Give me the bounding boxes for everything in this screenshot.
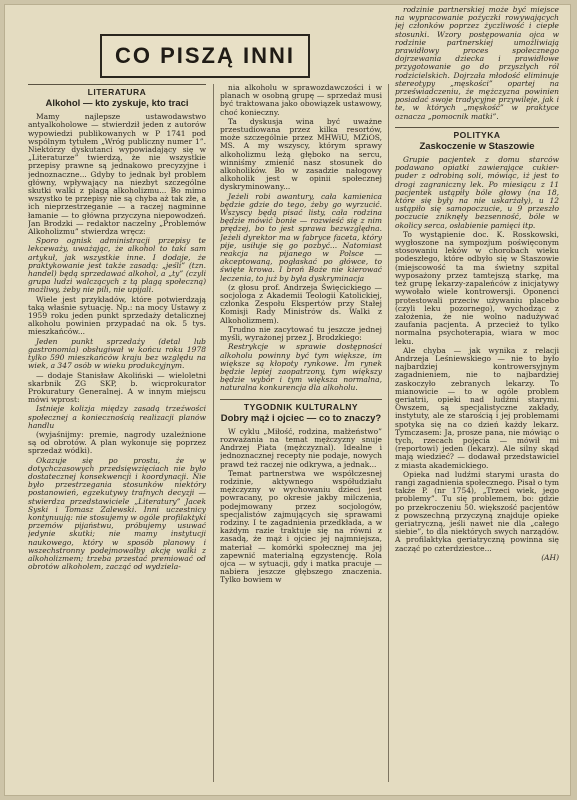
quote-paragraph: Okazuje się po prostu, że w dotychczasowych przedsięwzięciach nie było dostatecznej konsekwencji i koordynacji. Nie było przestrzegania stosunków niektóry postanowień, egzekutywy trafnych decyzji — stwierdza przedstawiciele „Literatury” Jacek Syski i Tomasz Zalewski. Inni uczestnicy kontynuują: nie stosujemy w ogóle profilaktyki przemów pijaństwu, próbujemy usuwać jedynie skutki; nie mamy instytucji naukowego, który w sposób planowy i wszechstronny podejmowałby akcję walki z alkoholizmem; trzeba przestać premiować od obrotów alkoholem, zacząć od wydziela- <box>28 455 206 572</box>
masthead-title: CO PISZĄ INNI <box>114 43 295 68</box>
paragraph: (wyjaśnijmy: premie, nagrody uzależnione są od obrotów. A plan wykonuje się poprzez sprzedaż wódki). <box>28 429 206 456</box>
quote-paragraph: Istnieje kolizja między zasadą trzeźwości społecznej a koniecznością realizacji planów handlu <box>28 404 206 430</box>
paragraph: (z głosu prof. Andrzeja Święcickiego — socjologa z Akademii Teologii Katolickiej, członka Zespołu Ekspertów przy Stałej Komisji Rady Ministrów ds. Walki z Alkoholizmem). <box>220 282 382 325</box>
author-signature: (AH) <box>541 552 559 562</box>
column-divider <box>388 84 389 782</box>
quote-paragraph: Jeden punkt sprzedaży (detal lub gastronomia) obsługiwał w końcu roku 1978 tylko 590 mieszkańców kraju bez względu na wiek, a 347 osób w wieku produkcyjnym. <box>28 336 206 371</box>
quote-paragraph: rodzinie partnerskiej może być miejsce na wypracowanie pożyczki rowywających jej członków poprzez życzliwość i ciepłe stosunki. Wzory postępowania ojca w rodzinie partnerskiej umożliwiają prawidłowy proces społecznego dojrzewania dziecka i prawidłowe przygotowanie go do przyszłych ról rodzicielskich. Dojrzała młodość eliminuje stereotypy „męskości” opartej na przeświadczeniu, że mężczyzna powinien posiadać swoje tradycyjne przywileje, jak i te, w których „męskość” w praktyce oznacza „pomocnik matki”. <box>395 6 559 121</box>
column-divider <box>213 84 214 782</box>
section-rule <box>220 399 382 400</box>
section-rule <box>28 84 206 85</box>
paragraph: Mamy najlepsze ustawodawstwo antyalkoholowe — stwierdził jeden z autorów wypowiedzi publikowanych w P 1741 pod wspólnym tytułem „Wróg publiczny numer 1”. Niektórzy dyskutanci wypowiadający się w „Literaturze” twierdzą, że nie wszystkie przepisy prawne są jednakowo precyzyjne i jednoznaczne... Gdyby to jednak był problem główny, wpływający na niezbyt szczególne skutki walki z plagą alkoholizmu... Bo mimo wszystko te przepisy nie są chyba aż tak złe, a ich nieprzestrzeganie — a raczej nagminne łamanie — to główna przyczyna niepowodzeń. Jan Brodzki — redaktor naczelny „Problemów Alkoholizmu” stwierdza wręcz: <box>28 112 206 237</box>
masthead-box <box>100 34 310 78</box>
quote-paragraph: Restrykcje w sprawie dostępności alkoholu powinny być tym większe, im większe są kłopoty rynkowe. Im rynek będzie lepiej zaopatrzony, tym większy będzie wybór i tym większa normalna, naturalna konkurencja dla alkoholu. <box>220 342 382 393</box>
paragraph: Ale chyba — jak wynika z relacji Andrzeja Leśniewskiego — nie to było najbardziej kontrowersyjnym zagadnieniem, nie to najbardziej zaskoczyło zebranych lekarzy. To mianowicie — to w ogóle problem geriatrii, opieki nad ludźmi starymi. Owszem, są specjalistyczne zakłady, instytuty, ale ze starością i jej problemami spotyka się na co dzień każdy lekarz. Tymczasem: Ja, prosze pana, nie mówiąc o tych, rzecach pojęcia — mówił mi (reportowi) jeden (lekarz). Ale silny skąd mają wiedzieć? — dodawał przedstawiciel z miasta akademickiego. <box>395 345 559 470</box>
section-heading: LITERATURA <box>87 87 147 97</box>
paragraph: nia alkoholu w sprawozdawczości i w planach w osobną grupę — sprzedaż musi być traktowana jako obowiązek ustawowy, choć konieczny. <box>220 84 382 117</box>
section-heading: POLITYKA <box>453 129 501 140</box>
article-title: Alkohol — kto zyskuje, kto traci <box>45 98 189 110</box>
paragraph: — dodaje Stanisław Akoliński — wieloletni skarbnik ZG SKP, b. wicprokurator Prokuratury Generalnej. A w innym miejscu mówi wprost: <box>28 370 206 405</box>
paragraph: Trudno nie zacytować tu jeszcze jednej myśli, wyrażonej przez J. Brodzkiego: <box>220 324 382 343</box>
paragraph: Temat partnerstwa we współczesnej rodzinie, aktywnego współudziału mężczyzny w wychowaniu dzieci jest powracany, po okresie jakby milczenia, podejmowany przez socjologów, specjalistów zajmujących się sprawami rodziny. I te zagadnienia przedkłada, a w każdym razie traktuje się na równi z zasadą, że mąż i ojciec jej najmniejsza, materiał — komórki społecznej ma jej zapewnić materialną egzystencję. Rola ojca — w sytuacji, gdy i matka pracuje — nabiera jeszcze głębszego znaczenia. Tylko bowiem w <box>220 468 382 585</box>
paragraph: Opieka nad ludźmi starymi urasta do rangi zagadnienia społecznego. Pisał o tym także P. (nr 1754), „Trzeci wiek, jego problemy”. Tu się problemem, bo: gdzie po przekroczeniu 50. większość pacjentów z powszechną przyczyną znajduje opieke geriatryczną, jeśli nawet nie dla „całego siebie”, to dla niektórych swych narządów. A profilaktyka geriatryczną powinna się zacząć po czterdziestce... <box>395 469 559 553</box>
paragraph: Wiele jest przykładów, które potwierdzają taką właśnie sytuację. Np.: na mocy Ustawy z 1959 roku jeden punkt sprzedaży detalicznej alkoholu powinien przypadać na ok. 5 tys. mieszkańców... <box>28 294 206 337</box>
article-title: Dobry mąż i ojciec — co to znaczy? <box>220 412 382 424</box>
paragraph: Ta dyskusja wina być uważne przestudiowana przez kilka resortów, może szczególnie przez MHWiU, MZiOS, MS. A my wszyscy, którym sprawy alkoholizmu leżą głęboko na sercu, winniśmy zmienić nasz stosunek do alkoholików. Bo w zasadzie nałogowy alkoholik jest w opinii społecznej dyskryminowany... <box>220 116 382 192</box>
column-right <box>395 6 559 796</box>
quote-paragraph: Sporo ognisk administracji przepisy te lekceważy, uważając, że alkohol to taki sam artykuł, jak wszystkie inne. I dodaje, że praktykowanie jest także zasadą: „jeśli” (tzn. handel) będą sprzedawać alkohol, a „ty” (czyli grupa ludzi walczących z tą plagą społeczną) możliwy, żeby nie pili, nie upijali. <box>28 236 206 295</box>
quote-paragraph: Grupie pacjentek z domu starców podawano opiatki zawierające cukier-puder z odrobiną soli, mówiąc, iż jest to drogi zagraniczny lek. Po miesiącu z 11 pacjentek ustąpiły bóle głowy (na 18, które się były na nie uskarżały), u 12 ustąpiło się samopoczucie, u 9 przeszło poczucie zniknęły bezsenność, bóle w okolicy serca, osłabienie pamięci itp. <box>395 155 559 230</box>
column-middle <box>220 84 382 796</box>
paragraph: To wystąpienie doc. K. Rosskowski, wygłoszone na sympozjum poświęconym stosowaniu leków w chorobach wieku podeszłego, które odbyło się w Staszowie (miejscowość ta ma świetny szpital wyposażony przez tamtejszą starkę, ma też grupę lekarzy-zapaleńców z inicjatywy wywołało wiele kontrowersji. Oponenci protestowali przeciw używaniu placebo (czyli leku pozornego), wychodząc z założenia, że nie wolno nadużywać zaufania pacjenta. A przecież to tylko normalna psychoterapia, wiara w moc leku. <box>395 229 559 346</box>
section-heading: TYGODNIK KULTURALNY <box>243 401 359 412</box>
column-literatura <box>28 84 206 796</box>
article-title: Zaskoczenie w Staszowie <box>419 141 535 153</box>
section-rule <box>395 127 559 128</box>
quote-paragraph: Jeżeli robi awantury, cała kamienica będzie gdzie do tego, żeby go wyrzucić. Wszyscy będą pisać listy, cała rodzina będzie mówić bonie — rozwieść się z nim prędzej, bo to jest sprawa bezwzględna. Jeżeli dyrektor ma w fabryce faceta, który pije, usiłuje się go pozbyć... Natomiast reakcja na pijanego w Polsce — akceptowaną, pogłaskać po główce, to święte krowa. I broń Boże nie kierować leczenia, to już by była dyskryminacja <box>220 191 382 283</box>
newspaper-clipping <box>4 4 571 796</box>
paragraph: W cyklu „Miłość, rodzina, małżeństwo” rozważania na temat mężczyzny snuje Andrzej Piata (mężczyznal). Idealne i jednoznacznej recepty nie podaje, nowych prawd też raczej nie odkrywa, a jednak... <box>220 426 382 469</box>
